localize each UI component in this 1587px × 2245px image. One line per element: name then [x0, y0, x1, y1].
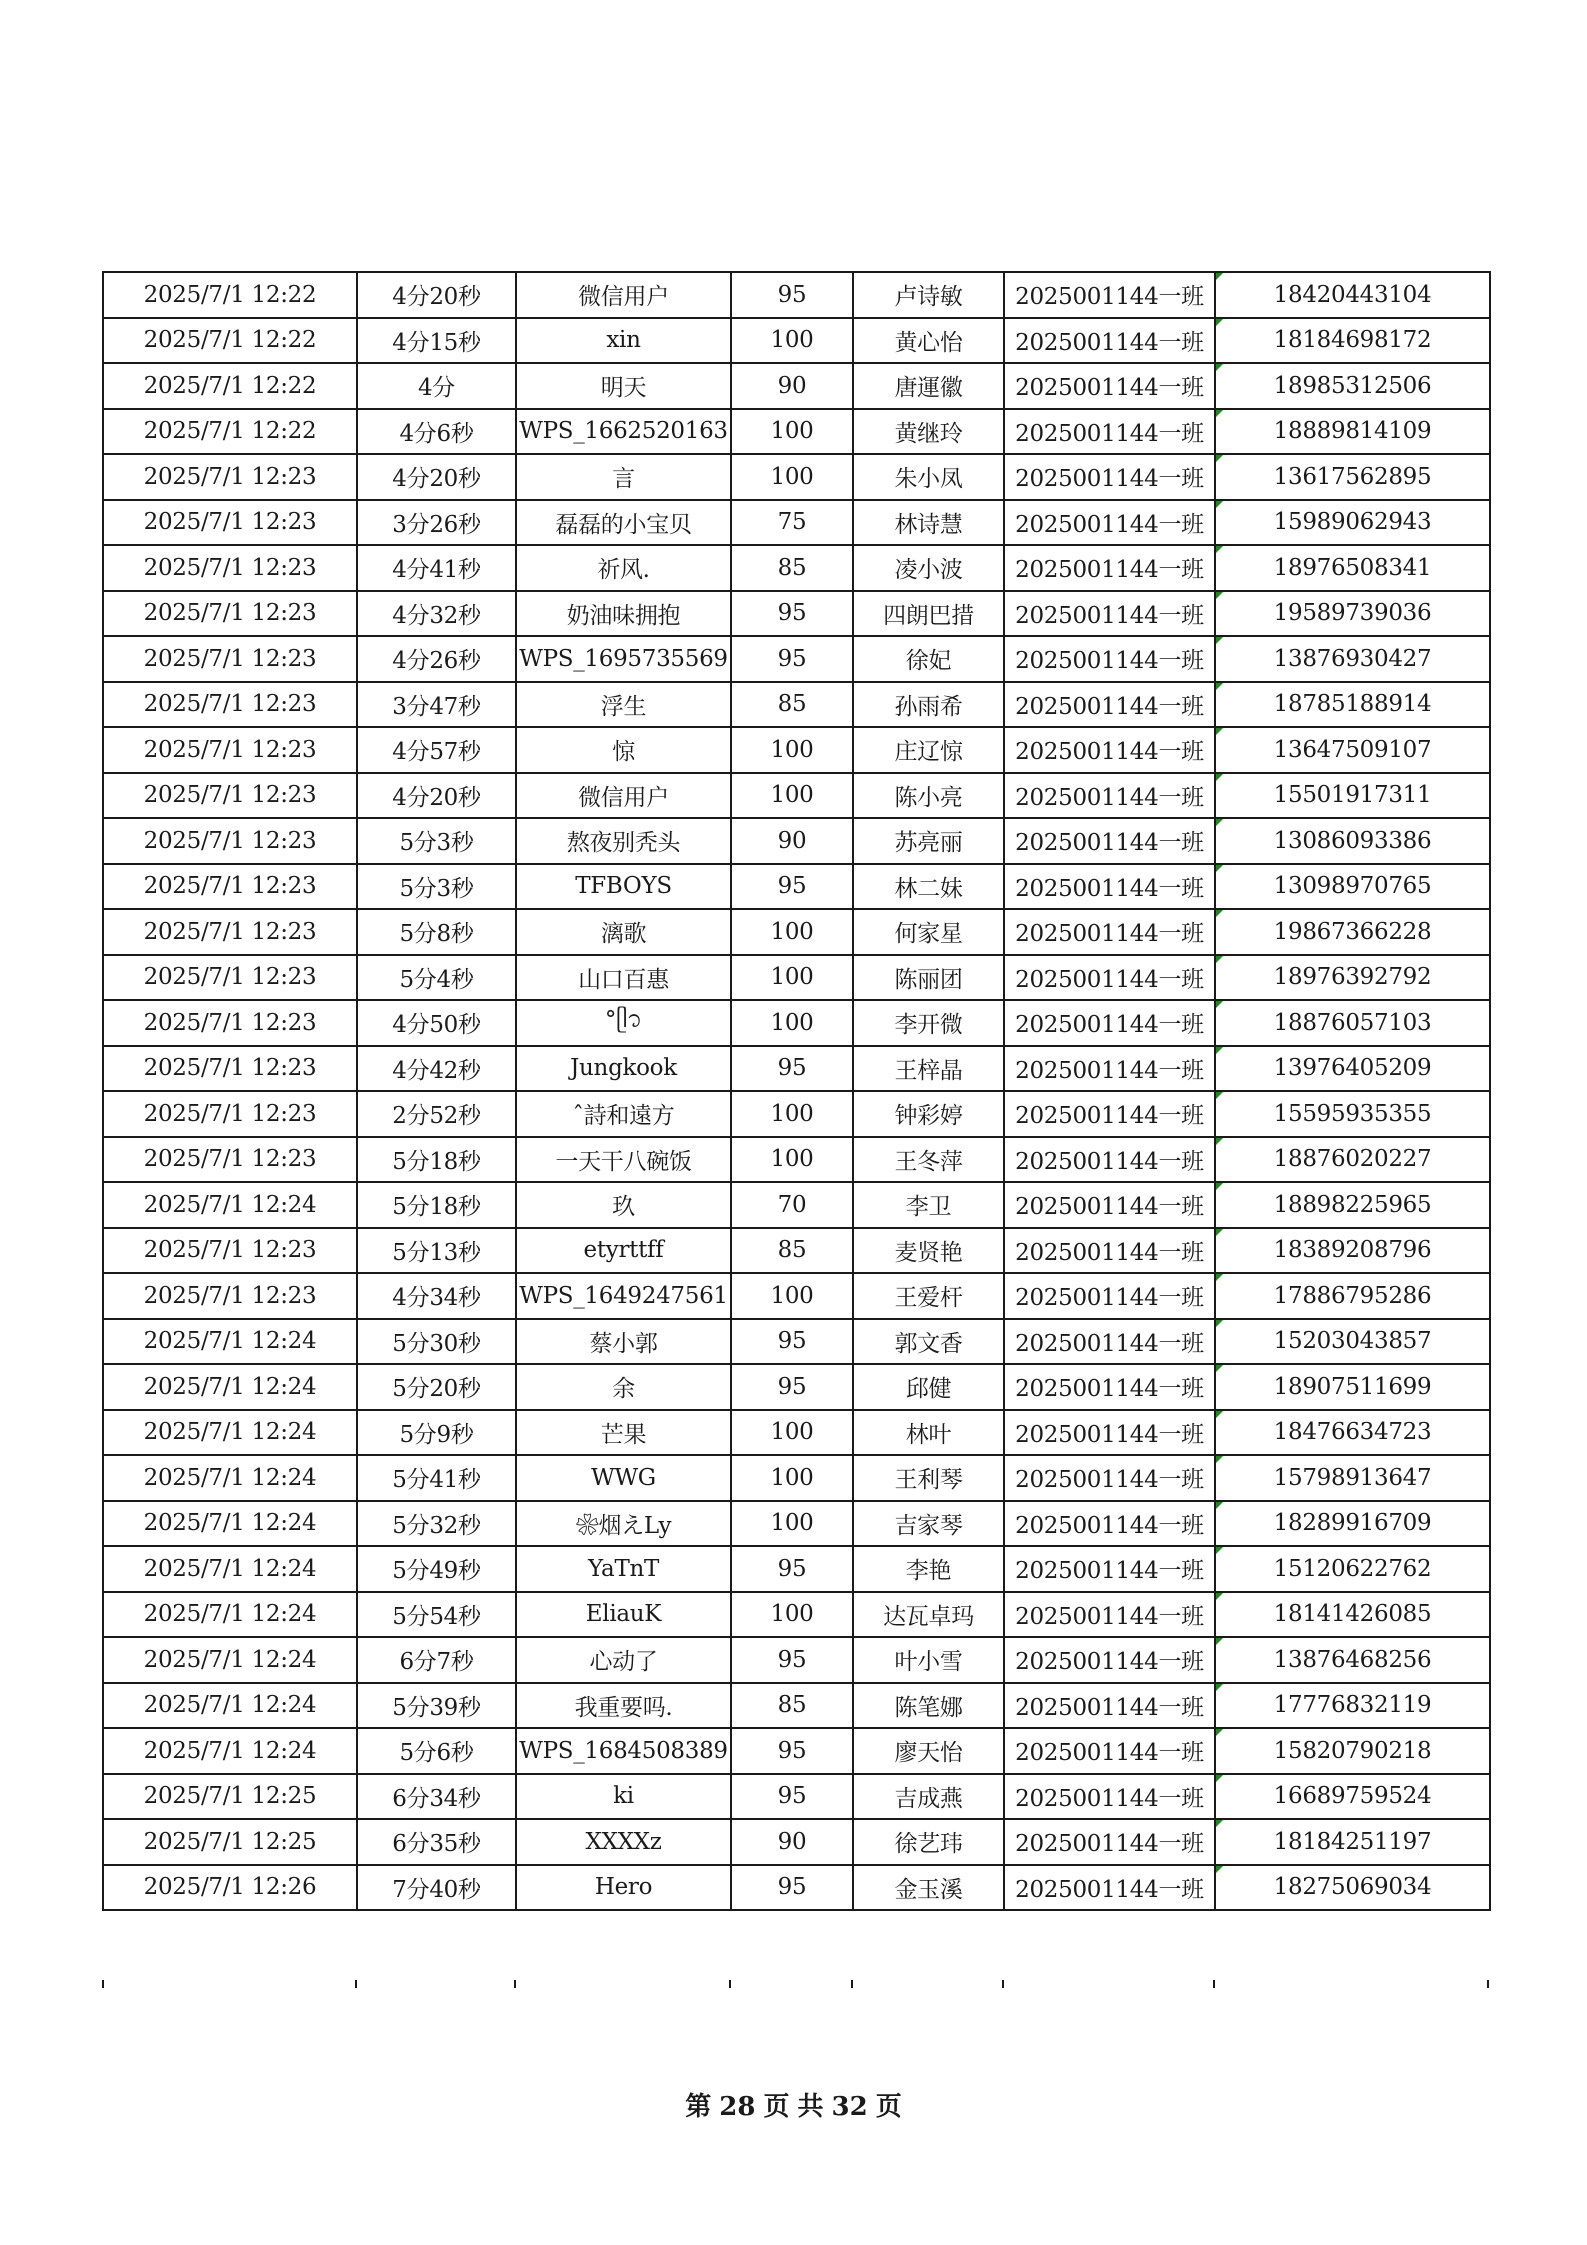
cell-score: 85	[731, 1683, 853, 1729]
cell-score: 95	[731, 1774, 853, 1820]
cell-phone: 18889814109	[1215, 409, 1490, 455]
cell-submit-time: 2025/7/1 12:26	[103, 1865, 357, 1911]
cell-nickname: 微信用户	[516, 272, 731, 318]
cell-name: 黄继玲	[853, 409, 1004, 455]
cell-score: 100	[731, 1273, 853, 1319]
cell-duration: 5分3秒	[357, 864, 516, 910]
cell-class: 2025001144一班	[1004, 1228, 1215, 1274]
cell-duration: 6分7秒	[357, 1637, 516, 1683]
cell-name: 王爱杆	[853, 1273, 1004, 1319]
cell-nickname: WPS_1695735569	[516, 636, 731, 682]
table-row	[103, 1410, 1490, 1456]
cell-duration: 5分13秒	[357, 1228, 516, 1274]
cell-nickname: Hero	[516, 1865, 731, 1911]
table-row	[103, 1228, 1490, 1274]
cell-nickname: 祈风.	[516, 545, 731, 591]
cell-class: 2025001144一班	[1004, 1273, 1215, 1319]
cell-name: 金玉溪	[853, 1865, 1004, 1911]
cell-class: 2025001144一班	[1004, 773, 1215, 819]
table-row	[103, 1683, 1490, 1729]
footer-suffix: 页	[875, 2092, 902, 2122]
cell-score: 95	[731, 1637, 853, 1683]
table-row	[103, 1455, 1490, 1501]
cell-phone: 17886795286	[1215, 1273, 1490, 1319]
cell-score: 100	[731, 1137, 853, 1183]
cell-submit-time: 2025/7/1 12:24	[103, 1592, 357, 1638]
cell-class: 2025001144一班	[1004, 409, 1215, 455]
cell-phone: 18876020227	[1215, 1137, 1490, 1183]
cell-submit-time: 2025/7/1 12:23	[103, 454, 357, 500]
cell-submit-time: 2025/7/1 12:24	[103, 1546, 357, 1592]
table-row	[103, 1000, 1490, 1046]
cell-name: 李开微	[853, 1000, 1004, 1046]
footer-total-word: 共	[797, 2092, 824, 2122]
cell-nickname: etyrttff	[516, 1228, 731, 1274]
table-row	[103, 1137, 1490, 1183]
cell-class: 2025001144一班	[1004, 1865, 1215, 1911]
cell-score: 95	[731, 1546, 853, 1592]
cell-score: 100	[731, 318, 853, 364]
cell-duration: 4分26秒	[357, 636, 516, 682]
cell-submit-time: 2025/7/1 12:23	[103, 1273, 357, 1319]
cell-duration: 4分57秒	[357, 727, 516, 773]
cell-score: 95	[731, 1865, 853, 1911]
cell-class: 2025001144一班	[1004, 1546, 1215, 1592]
cell-class: 2025001144一班	[1004, 682, 1215, 728]
cell-duration: 4分	[357, 363, 516, 409]
cell-name: 李卫	[853, 1182, 1004, 1228]
cell-score: 100	[731, 1592, 853, 1638]
cell-name: 郭文香	[853, 1319, 1004, 1365]
cell-duration: 6分34秒	[357, 1774, 516, 1820]
cell-nickname: 我重要吗.	[516, 1683, 731, 1729]
cell-class: 2025001144一班	[1004, 1728, 1215, 1774]
cell-score: 90	[731, 363, 853, 409]
cell-nickname: ki	[516, 1774, 731, 1820]
cell-submit-time: 2025/7/1 12:23	[103, 1091, 357, 1137]
cell-name: 陈丽团	[853, 955, 1004, 1001]
cell-phone: 15203043857	[1215, 1319, 1490, 1365]
cell-name: 黄心怡	[853, 318, 1004, 364]
cell-name: 吉家琴	[853, 1501, 1004, 1547]
cell-name: 陈笔娜	[853, 1683, 1004, 1729]
cell-nickname: ˆ詩和遠方	[516, 1091, 731, 1137]
cell-nickname: 熬夜别秃头	[516, 818, 731, 864]
cell-duration: 4分20秒	[357, 454, 516, 500]
cell-submit-time: 2025/7/1 12:22	[103, 409, 357, 455]
cell-duration: 4分15秒	[357, 318, 516, 364]
cell-submit-time: 2025/7/1 12:22	[103, 272, 357, 318]
cell-nickname: 言	[516, 454, 731, 500]
cell-duration: 2分52秒	[357, 1091, 516, 1137]
cell-score: 70	[731, 1182, 853, 1228]
cell-submit-time: 2025/7/1 12:22	[103, 318, 357, 364]
cell-score: 95	[731, 591, 853, 637]
cell-duration: 4分50秒	[357, 1000, 516, 1046]
cell-phone: 18876057103	[1215, 1000, 1490, 1046]
cell-score: 100	[731, 1091, 853, 1137]
cell-name: 廖天怡	[853, 1728, 1004, 1774]
table-row	[103, 1273, 1490, 1319]
cell-submit-time: 2025/7/1 12:24	[103, 1182, 357, 1228]
cell-class: 2025001144一班	[1004, 1046, 1215, 1092]
cell-class: 2025001144一班	[1004, 1000, 1215, 1046]
cell-phone: 18785188914	[1215, 682, 1490, 728]
cell-name: 叶小雪	[853, 1637, 1004, 1683]
table-row	[103, 454, 1490, 500]
cell-class: 2025001144一班	[1004, 1819, 1215, 1865]
cell-phone: 13086093386	[1215, 818, 1490, 864]
cell-class: 2025001144一班	[1004, 591, 1215, 637]
cell-submit-time: 2025/7/1 12:24	[103, 1319, 357, 1365]
cell-class: 2025001144一班	[1004, 454, 1215, 500]
table-row	[103, 1865, 1490, 1911]
cell-submit-time: 2025/7/1 12:22	[103, 363, 357, 409]
table-row	[103, 1501, 1490, 1547]
table-row	[103, 1637, 1490, 1683]
cell-nickname: WPS_1684508389	[516, 1728, 731, 1774]
cell-score: 100	[731, 1455, 853, 1501]
cell-phone: 18420443104	[1215, 272, 1490, 318]
cell-class: 2025001144一班	[1004, 318, 1215, 364]
cell-duration: 5分30秒	[357, 1319, 516, 1365]
cell-class: 2025001144一班	[1004, 955, 1215, 1001]
cell-score: 100	[731, 409, 853, 455]
cell-submit-time: 2025/7/1 12:23	[103, 1137, 357, 1183]
cell-duration: 4分20秒	[357, 773, 516, 819]
cell-phone: 18476634723	[1215, 1410, 1490, 1456]
cell-nickname: XXXXz	[516, 1819, 731, 1865]
table-row	[103, 773, 1490, 819]
total-pages-number: 32	[831, 2092, 868, 2122]
cell-submit-time: 2025/7/1 12:23	[103, 727, 357, 773]
cell-class: 2025001144一班	[1004, 1182, 1215, 1228]
cell-nickname: WWG	[516, 1455, 731, 1501]
cell-phone: 13876468256	[1215, 1637, 1490, 1683]
cell-phone: 15120622762	[1215, 1546, 1490, 1592]
cell-class: 2025001144一班	[1004, 818, 1215, 864]
cell-submit-time: 2025/7/1 12:24	[103, 1455, 357, 1501]
cell-duration: 5分20秒	[357, 1364, 516, 1410]
cell-name: 唐運徽	[853, 363, 1004, 409]
cell-class: 2025001144一班	[1004, 636, 1215, 682]
cell-nickname: 漓歌	[516, 909, 731, 955]
cell-nickname: TFBOYS	[516, 864, 731, 910]
cell-duration: 5分49秒	[357, 1546, 516, 1592]
table-row	[103, 1091, 1490, 1137]
table-row	[103, 1182, 1490, 1228]
cell-duration: 5分32秒	[357, 1501, 516, 1547]
cell-duration: 5分3秒	[357, 818, 516, 864]
table-row	[103, 955, 1490, 1001]
table-row	[103, 864, 1490, 910]
next-row-stub	[102, 1980, 1489, 1988]
cell-score: 95	[731, 636, 853, 682]
cell-nickname: Jungkook	[516, 1046, 731, 1092]
cell-submit-time: 2025/7/1 12:24	[103, 1637, 357, 1683]
cell-score: 85	[731, 1228, 853, 1274]
cell-duration: 5分4秒	[357, 955, 516, 1001]
table-body	[103, 272, 1490, 1910]
cell-name: 王利琴	[853, 1455, 1004, 1501]
cell-name: 孙雨希	[853, 682, 1004, 728]
cell-duration: 5分18秒	[357, 1182, 516, 1228]
cell-score: 100	[731, 454, 853, 500]
cell-name: 卢诗敏	[853, 272, 1004, 318]
cell-name: 徐妃	[853, 636, 1004, 682]
cell-name: 李艳	[853, 1546, 1004, 1592]
cell-class: 2025001144一班	[1004, 1501, 1215, 1547]
cell-score: 75	[731, 500, 853, 546]
cell-duration: 4分20秒	[357, 272, 516, 318]
cell-submit-time: 2025/7/1 12:23	[103, 909, 357, 955]
table-row	[103, 1819, 1490, 1865]
cell-duration: 5分54秒	[357, 1592, 516, 1638]
cell-name: 何家星	[853, 909, 1004, 955]
cell-submit-time: 2025/7/1 12:24	[103, 1501, 357, 1547]
cell-score: 95	[731, 864, 853, 910]
cell-phone: 13647509107	[1215, 727, 1490, 773]
cell-submit-time: 2025/7/1 12:24	[103, 1683, 357, 1729]
cell-phone: 18389208796	[1215, 1228, 1490, 1274]
cell-duration: 4分6秒	[357, 409, 516, 455]
cell-score: 100	[731, 1000, 853, 1046]
table-row	[103, 636, 1490, 682]
cell-submit-time: 2025/7/1 12:23	[103, 818, 357, 864]
cell-class: 2025001144一班	[1004, 1683, 1215, 1729]
cell-phone: 18141426085	[1215, 1592, 1490, 1638]
cell-nickname: WPS_1662520163	[516, 409, 731, 455]
cell-phone: 18184251197	[1215, 1819, 1490, 1865]
cell-nickname: 山口百惠	[516, 955, 731, 1001]
footer-prefix: 第	[685, 2092, 712, 2122]
cell-name: 钟彩婷	[853, 1091, 1004, 1137]
cell-score: 100	[731, 955, 853, 1001]
cell-phone: 13876930427	[1215, 636, 1490, 682]
cell-phone: 13617562895	[1215, 454, 1490, 500]
cell-score: 85	[731, 682, 853, 728]
cell-duration: 5分18秒	[357, 1137, 516, 1183]
cell-score: 95	[731, 1728, 853, 1774]
cell-nickname: 微信用户	[516, 773, 731, 819]
table-row	[103, 1592, 1490, 1638]
cell-duration: 3分47秒	[357, 682, 516, 728]
cell-name: 王梓晶	[853, 1046, 1004, 1092]
cell-nickname: xin	[516, 318, 731, 364]
cell-class: 2025001144一班	[1004, 864, 1215, 910]
cell-phone: 18976392792	[1215, 955, 1490, 1001]
cell-submit-time: 2025/7/1 12:25	[103, 1774, 357, 1820]
table-row	[103, 1364, 1490, 1410]
cell-nickname: 芒果	[516, 1410, 731, 1456]
data-table	[102, 271, 1491, 1911]
cell-score: 100	[731, 773, 853, 819]
cell-class: 2025001144一班	[1004, 1592, 1215, 1638]
cell-score: 90	[731, 1819, 853, 1865]
cell-phone: 19867366228	[1215, 909, 1490, 955]
cell-duration: 5分6秒	[357, 1728, 516, 1774]
cell-phone: 18985312506	[1215, 363, 1490, 409]
cell-submit-time: 2025/7/1 12:23	[103, 682, 357, 728]
cell-name: 苏亮丽	[853, 818, 1004, 864]
cell-nickname: 心动了	[516, 1637, 731, 1683]
table-row	[103, 1046, 1490, 1092]
cell-nickname: 余	[516, 1364, 731, 1410]
cell-duration: 5分9秒	[357, 1410, 516, 1456]
table-row	[103, 1728, 1490, 1774]
table-row	[103, 409, 1490, 455]
cell-nickname: 磊磊的小宝贝	[516, 500, 731, 546]
cell-score: 100	[731, 909, 853, 955]
cell-class: 2025001144一班	[1004, 545, 1215, 591]
cell-duration: 4分42秒	[357, 1046, 516, 1092]
cell-nickname: °ᥫ᭡	[516, 1000, 731, 1046]
cell-phone: 13976405209	[1215, 1046, 1490, 1092]
footer-page-word: 页	[763, 2092, 790, 2122]
cell-nickname: 奶油味拥抱	[516, 591, 731, 637]
cell-duration: 6分35秒	[357, 1819, 516, 1865]
table-row	[103, 818, 1490, 864]
cell-name: 麦贤艳	[853, 1228, 1004, 1274]
cell-submit-time: 2025/7/1 12:24	[103, 1728, 357, 1774]
cell-phone: 18275069034	[1215, 1865, 1490, 1911]
cell-nickname: WPS_1649247561	[516, 1273, 731, 1319]
table-row	[103, 318, 1490, 364]
cell-submit-time: 2025/7/1 12:23	[103, 955, 357, 1001]
cell-submit-time: 2025/7/1 12:25	[103, 1819, 357, 1865]
cell-score: 100	[731, 727, 853, 773]
cell-phone: 18184698172	[1215, 318, 1490, 364]
table-row	[103, 727, 1490, 773]
cell-class: 2025001144一班	[1004, 1137, 1215, 1183]
cell-phone: 18898225965	[1215, 1182, 1490, 1228]
cell-nickname: 明天	[516, 363, 731, 409]
table-row	[103, 591, 1490, 637]
cell-submit-time: 2025/7/1 12:23	[103, 1228, 357, 1274]
cell-score: 95	[731, 1364, 853, 1410]
cell-class: 2025001144一班	[1004, 1091, 1215, 1137]
cell-duration: 5分8秒	[357, 909, 516, 955]
cell-nickname: YaTnT	[516, 1546, 731, 1592]
table-row	[103, 682, 1490, 728]
cell-phone: 18976508341	[1215, 545, 1490, 591]
cell-name: 邱健	[853, 1364, 1004, 1410]
cell-name: 达瓦卓玛	[853, 1592, 1004, 1638]
table-row	[103, 909, 1490, 955]
cell-nickname: 玖	[516, 1182, 731, 1228]
cell-phone: 15595935355	[1215, 1091, 1490, 1137]
cell-submit-time: 2025/7/1 12:23	[103, 591, 357, 637]
cell-class: 2025001144一班	[1004, 1637, 1215, 1683]
table-row	[103, 363, 1490, 409]
cell-phone: 18289916709	[1215, 1501, 1490, 1547]
cell-score: 100	[731, 1410, 853, 1456]
cell-phone: 19589739036	[1215, 591, 1490, 637]
cell-phone: 13098970765	[1215, 864, 1490, 910]
cell-phone: 15501917311	[1215, 773, 1490, 819]
cell-name: 林叶	[853, 1410, 1004, 1456]
cell-nickname: EliauK	[516, 1592, 731, 1638]
cell-class: 2025001144一班	[1004, 1410, 1215, 1456]
cell-class: 2025001144一班	[1004, 909, 1215, 955]
cell-name: 王冬萍	[853, 1137, 1004, 1183]
cell-name: 四朗巴措	[853, 591, 1004, 637]
cell-name: 林诗慧	[853, 500, 1004, 546]
cell-submit-time: 2025/7/1 12:23	[103, 636, 357, 682]
cell-class: 2025001144一班	[1004, 1774, 1215, 1820]
cell-nickname: 浮生	[516, 682, 731, 728]
cell-duration: 5分39秒	[357, 1683, 516, 1729]
cell-duration: 4分34秒	[357, 1273, 516, 1319]
cell-duration: 4分32秒	[357, 591, 516, 637]
cell-class: 2025001144一班	[1004, 272, 1215, 318]
cell-class: 2025001144一班	[1004, 1455, 1215, 1501]
cell-phone: 18907511699	[1215, 1364, 1490, 1410]
cell-nickname: ❀烟えLy	[516, 1501, 731, 1547]
cell-phone: 17776832119	[1215, 1683, 1490, 1729]
table-row	[103, 1319, 1490, 1365]
cell-score: 95	[731, 272, 853, 318]
cell-class: 2025001144一班	[1004, 363, 1215, 409]
cell-name: 庄辽惊	[853, 727, 1004, 773]
cell-class: 2025001144一班	[1004, 500, 1215, 546]
page-footer	[0, 2086, 1587, 2123]
cell-nickname: 惊	[516, 727, 731, 773]
cell-duration: 5分41秒	[357, 1455, 516, 1501]
table-row	[103, 272, 1490, 318]
cell-class: 2025001144一班	[1004, 1364, 1215, 1410]
cell-score: 90	[731, 818, 853, 864]
table-row	[103, 1546, 1490, 1592]
cell-phone: 16689759524	[1215, 1774, 1490, 1820]
cell-score: 85	[731, 545, 853, 591]
cell-class: 2025001144一班	[1004, 1319, 1215, 1365]
table-row	[103, 545, 1490, 591]
cell-submit-time: 2025/7/1 12:23	[103, 545, 357, 591]
cell-score: 95	[731, 1319, 853, 1365]
cell-name: 林二妹	[853, 864, 1004, 910]
cell-name: 朱小凤	[853, 454, 1004, 500]
cell-duration: 3分26秒	[357, 500, 516, 546]
cell-submit-time: 2025/7/1 12:23	[103, 500, 357, 546]
table-row	[103, 500, 1490, 546]
cell-phone: 15798913647	[1215, 1455, 1490, 1501]
cell-submit-time: 2025/7/1 12:23	[103, 1000, 357, 1046]
cell-name: 徐艺玮	[853, 1819, 1004, 1865]
cell-name: 陈小亮	[853, 773, 1004, 819]
cell-name: 凌小波	[853, 545, 1004, 591]
cell-nickname: 蔡小郭	[516, 1319, 731, 1365]
cell-submit-time: 2025/7/1 12:23	[103, 864, 357, 910]
cell-name: 吉成燕	[853, 1774, 1004, 1820]
current-page-number: 28	[719, 2092, 756, 2122]
cell-class: 2025001144一班	[1004, 727, 1215, 773]
cell-duration: 7分40秒	[357, 1865, 516, 1911]
cell-phone: 15820790218	[1215, 1728, 1490, 1774]
cell-phone: 15989062943	[1215, 500, 1490, 546]
cell-duration: 4分41秒	[357, 545, 516, 591]
cell-submit-time: 2025/7/1 12:23	[103, 773, 357, 819]
table-row	[103, 1774, 1490, 1820]
cell-submit-time: 2025/7/1 12:24	[103, 1364, 357, 1410]
cell-submit-time: 2025/7/1 12:23	[103, 1046, 357, 1092]
cell-nickname: 一天干八碗饭	[516, 1137, 731, 1183]
cell-score: 95	[731, 1046, 853, 1092]
cell-submit-time: 2025/7/1 12:24	[103, 1410, 357, 1456]
cell-score: 100	[731, 1501, 853, 1547]
